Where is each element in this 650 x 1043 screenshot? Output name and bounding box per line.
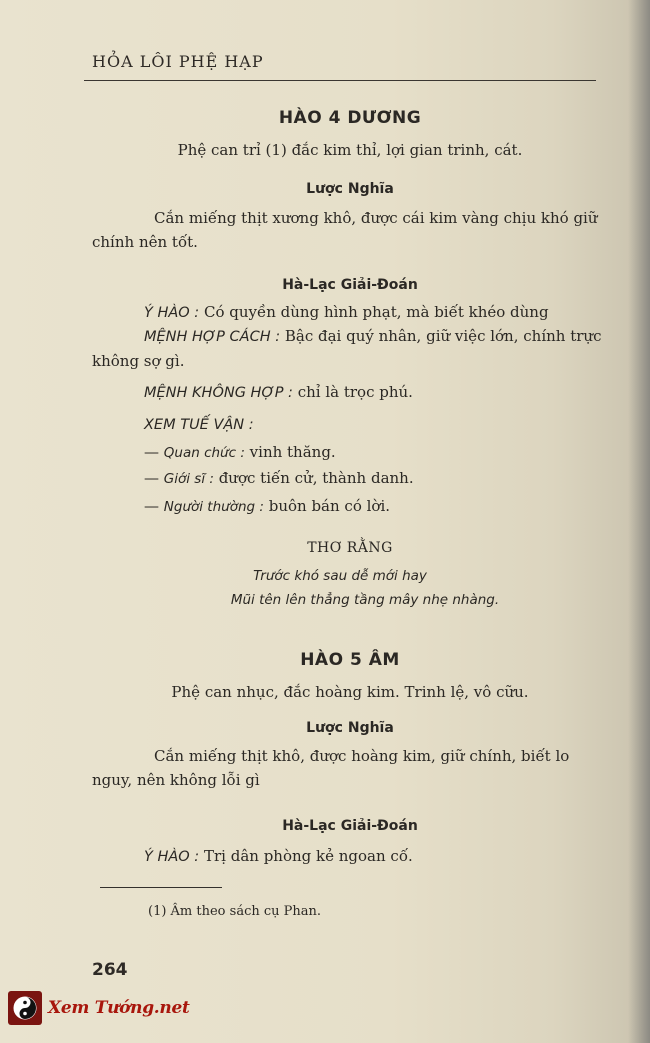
- tue-van-label: Quan chức :: [163, 445, 245, 461]
- y-hao-text: Có quyền dùng hình phạt, mà biết khéo dùng: [203, 303, 549, 321]
- tue-van-text: buôn bán có lời.: [268, 497, 391, 515]
- section1-text: Phệ can trỉ (1) đắc kim thỉ, lợi gian trinh, cát.: [177, 141, 523, 159]
- section2-luoc-nghia-text: Cắn miếng thịt khô, được hoàng kim, giữ chính, biết lo nguy, nên không lỗi gì: [92, 747, 570, 789]
- menh-hop-line: [92, 324, 608, 373]
- footnote: (1) Âm theo sách cụ Phan.: [148, 904, 322, 919]
- dash: —: [144, 443, 159, 461]
- poem-line-2: Mũi tên lên thẳng tầng mây nhẹ nhàng.: [230, 592, 500, 608]
- section1-title: HÀO 4 DƯƠNG: [278, 108, 422, 128]
- section1-luoc-nghia-title: Lược Nghĩa: [306, 181, 394, 197]
- yin-yang-icon: [8, 991, 42, 1025]
- section2-giai-doan-title: Hà-Lạc Giải-Đoán: [282, 818, 418, 834]
- poem-line-1: Trước khó sau dễ mới hay: [253, 568, 427, 584]
- section2-y-hao-line: [144, 844, 610, 869]
- dash: —: [144, 469, 159, 487]
- header-rule: [84, 80, 596, 81]
- running-head: HỎA LÔI PHỆ HẠP: [92, 52, 264, 71]
- menh-khong-hop-label: MỆNH KHÔNG HỢP :: [144, 385, 293, 401]
- tue-van-label: Người thường :: [163, 499, 264, 515]
- watermark[interactable]: [8, 990, 190, 1026]
- xem-tue-van-line: [144, 412, 610, 437]
- section2-luoc-nghia-title: Lược Nghĩa: [306, 720, 394, 736]
- tue-van-text: vinh thăng.: [249, 443, 336, 461]
- watermark-text: Xem Tướng.net: [48, 998, 190, 1018]
- y-hao-line: [144, 300, 610, 325]
- page-number: 264: [92, 960, 128, 980]
- menh-khong-hop-text: chỉ là trọc phú.: [297, 383, 413, 401]
- y-hao-label: Ý HÀO :: [144, 849, 200, 865]
- tue-van-item: [144, 466, 610, 491]
- tue-van-item: [144, 440, 610, 465]
- tue-van-label: Giới sĩ :: [163, 471, 214, 487]
- section2-title: HÀO 5 ÂM: [300, 650, 400, 670]
- y-hao-label: Ý HÀO :: [144, 305, 200, 321]
- y-hao-text: Trị dân phòng kẻ ngoan cố.: [203, 847, 413, 865]
- section1-giai-doan-title: Hà-Lạc Giải-Đoán: [282, 277, 418, 293]
- menh-hop-label: MỆNH HỢP CÁCH :: [144, 329, 281, 345]
- tue-van-text: được tiến cử, thành danh.: [218, 469, 414, 487]
- menh-hop-text: Bậc đại quý nhân, giữ việc lớn, chính trực không sợ gì.: [92, 327, 602, 370]
- section2-text: Phệ can nhục, đắc hoàng kim. Trinh lệ, vô cữu.: [171, 683, 529, 701]
- tue-van-item: [144, 494, 610, 519]
- poem-title: THƠ RẰNG: [307, 540, 393, 556]
- xem-tue-van-label: XEM TUẾ VẬN :: [144, 417, 254, 433]
- footnote-rule: [100, 887, 222, 888]
- section1-luoc-nghia-text: Cắn miếng thịt xương khô, được cái kim vàng chịu khó giữ chính nên tốt.: [92, 209, 598, 251]
- dash: —: [144, 497, 159, 515]
- menh-khong-hop-line: [144, 380, 610, 405]
- book-spine-shadow: [628, 0, 650, 1043]
